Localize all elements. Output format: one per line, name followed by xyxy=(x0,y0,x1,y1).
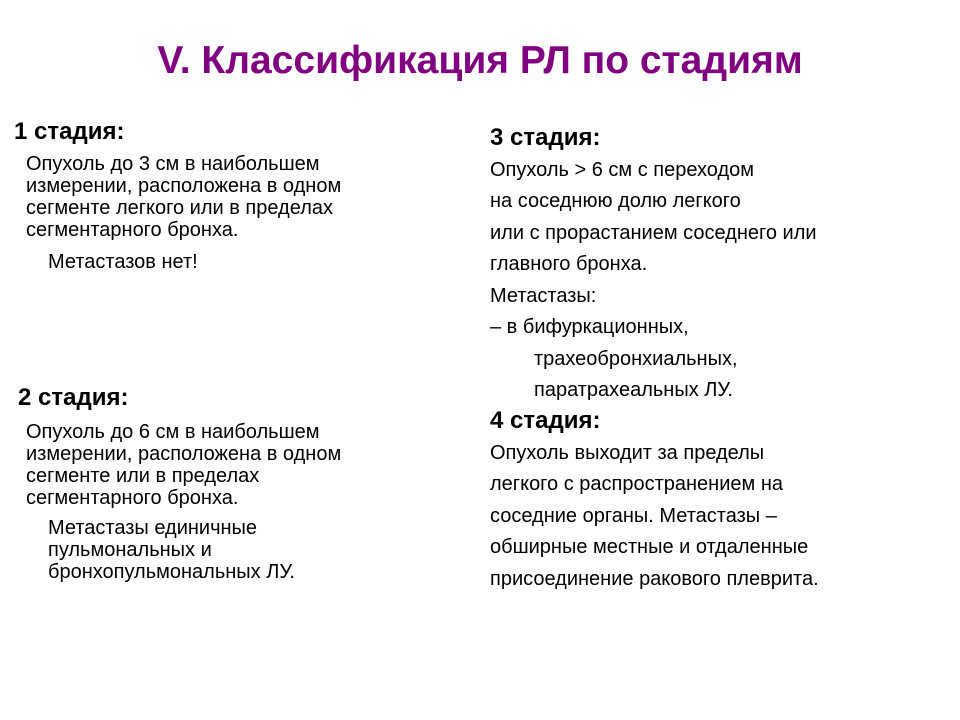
stage-3-line: Метастазы: xyxy=(490,284,597,307)
stage-3-line: или с прорастанием соседнего или xyxy=(490,221,817,244)
stage-3-indented-line: паратрахеальных ЛУ. xyxy=(534,379,733,402)
stage-2-line: измерении, расположена в одном xyxy=(26,442,342,465)
stage-3-line: на соседнюю долю легкого xyxy=(490,190,741,213)
stage-4-line: легкого с распространением на xyxy=(490,473,783,496)
stage-1-line: Опухоль до 3 см в наибольшем xyxy=(26,152,320,175)
stage-3-line: главного бронха. xyxy=(490,253,648,276)
stage-4-line: обширные местные и отдаленные xyxy=(490,536,809,559)
stage-4-line: Опухоль выходит за пределы xyxy=(490,441,765,464)
stage-1-heading: 1 стадия: xyxy=(14,118,125,145)
stage-3-line: – в бифуркационных, xyxy=(490,316,689,339)
stage-2-metastases-line: бронхопульмональных ЛУ. xyxy=(48,560,295,583)
page-title: V. Классификация РЛ по стадиям xyxy=(157,39,803,82)
stage-2-line: сегменте или в пределах xyxy=(26,464,260,487)
stage-1-section xyxy=(14,118,474,273)
stage-2-line: Опухоль до 6 см в наибольшем xyxy=(26,420,320,443)
stage-1-line: сегментарного бронха. xyxy=(26,218,239,241)
stage-3-indented-line: трахеобронхиальных, xyxy=(534,347,738,370)
stage-1-metastases: Метастазов нет! xyxy=(48,250,198,273)
stage-4-line: присоединение ракового плеврита. xyxy=(490,567,819,590)
stage-3-line: Опухоль > 6 см с переходом xyxy=(490,158,755,181)
stage-1-line: измерении, расположена в одном xyxy=(26,174,342,197)
stage-2-section xyxy=(18,384,478,583)
stage-2-description xyxy=(26,421,478,509)
stage-4-line: соседние органы. Метастазы – xyxy=(490,504,777,527)
stage-2-line: сегментарного бронха. xyxy=(26,486,239,509)
stage-4-section xyxy=(490,407,950,595)
stage-3-heading: 3 стадия: xyxy=(490,124,601,151)
stage-4-heading: 4 стадия: xyxy=(490,407,601,434)
stage-1-description xyxy=(26,153,474,241)
stage-3-section xyxy=(490,124,950,407)
stage-2-heading: 2 стадия: xyxy=(18,384,129,411)
stage-1-line: сегменте легкого или в пределах xyxy=(26,196,333,219)
stage-2-metastases-line: пульмональных и xyxy=(48,538,212,561)
stage-2-metastases xyxy=(26,517,478,583)
stage-2-metastases-line: Метастазы единичные xyxy=(48,516,258,539)
